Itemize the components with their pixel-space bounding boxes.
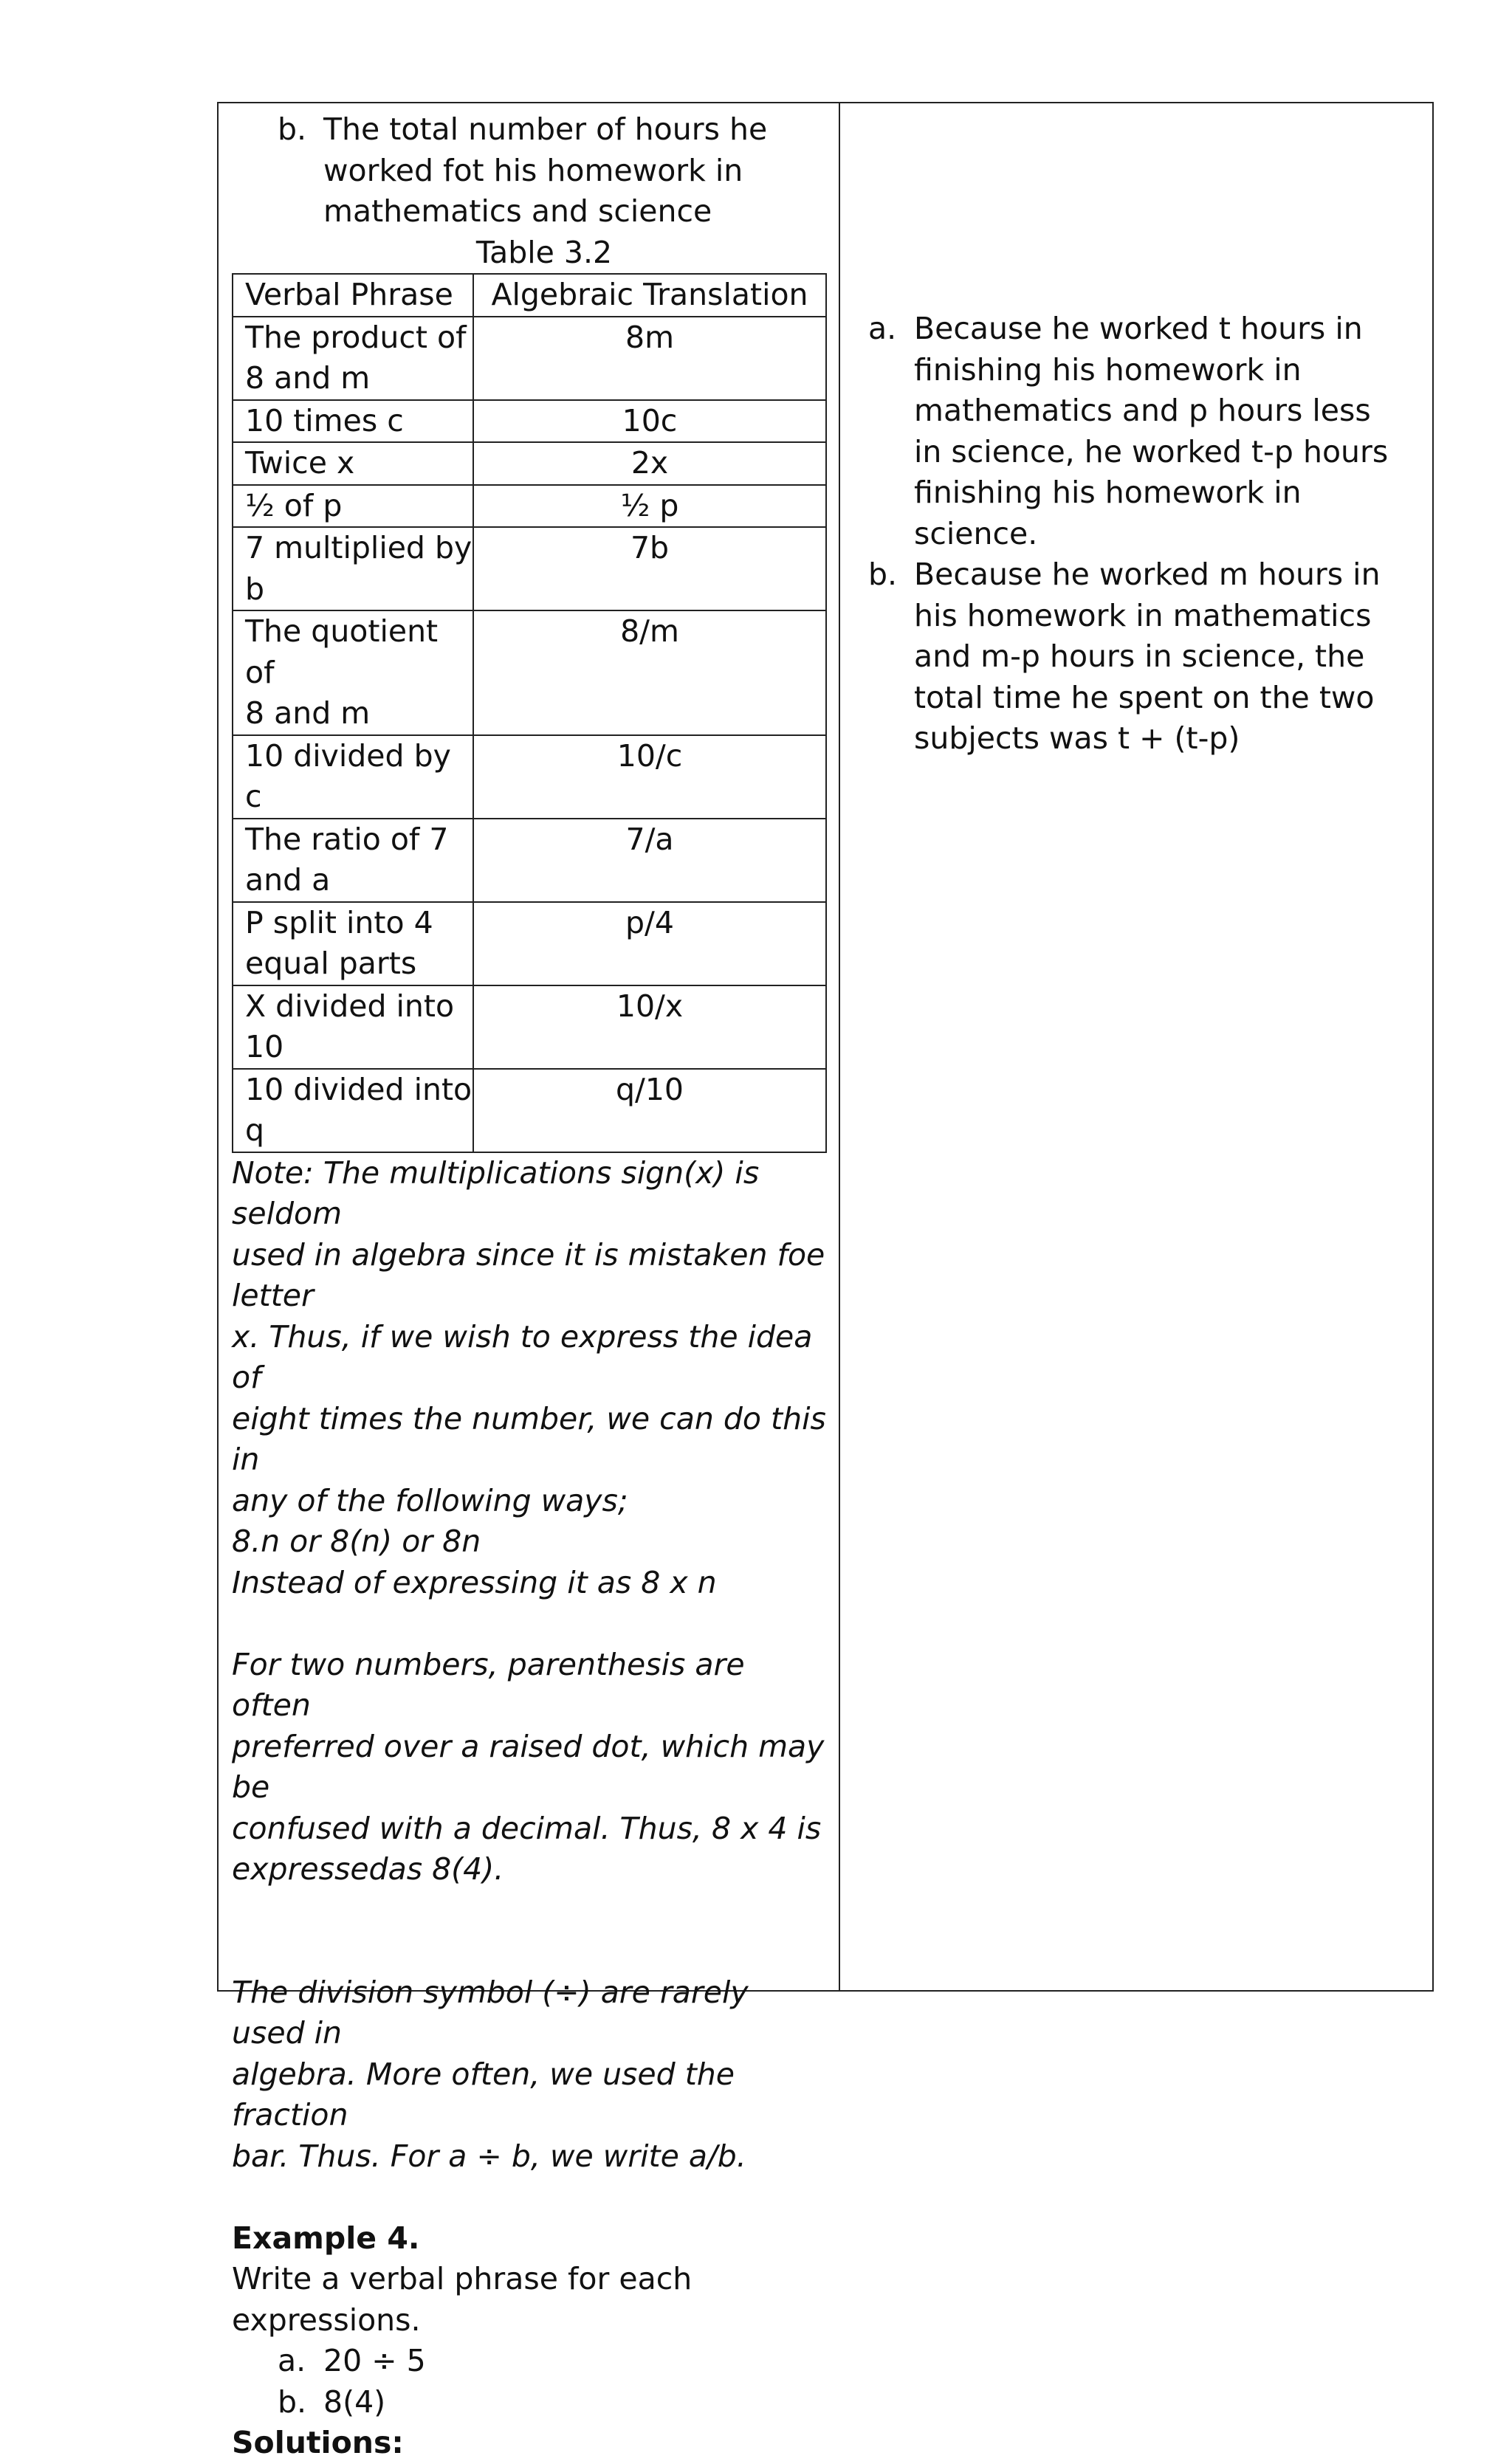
note-block-multiplication — [232, 1153, 827, 1604]
header-algebraic-translation: Algebraic Translation — [473, 274, 826, 317]
intro-item-b — [232, 109, 827, 233]
note-line: bar. Thus. For a ÷ b, we write a/b. — [232, 2138, 746, 2174]
phrase-cell — [233, 819, 473, 902]
note-line: preferred over a raised dot, which may be — [232, 1728, 825, 1805]
phrase-line: The ratio of 7 — [245, 821, 449, 857]
note-line: 8.n or 8(n) or 8n — [232, 1524, 481, 1559]
intro-line: mathematics and science — [323, 193, 712, 229]
phrase-line: The quotient of — [245, 613, 439, 690]
table-row — [233, 485, 826, 528]
table-row — [233, 735, 826, 819]
phrase-line: P split into 4 — [245, 904, 433, 940]
phrase-line: 7 multiplied by — [245, 530, 472, 565]
translation-cell: 7/a — [473, 819, 826, 902]
translation-cell: q/10 — [473, 1069, 826, 1152]
note-line: used in algebra since it is mistaken foe letter — [232, 1236, 825, 1313]
answer-item-a — [853, 309, 1429, 554]
note-line: confused with a decimal. Thus, 8 x 4 is — [232, 1810, 822, 1846]
example-expression: 8(4) — [323, 2384, 386, 2420]
note-line: Note: The multiplications sign(x) is seldom — [232, 1154, 760, 1231]
phrase-line: The product of — [245, 319, 467, 355]
answer-line: total time he spent on the two — [914, 679, 1375, 715]
note-line: For two numbers, parenthesis are often — [232, 1646, 745, 1723]
note-line: Instead of expressing it as 8 x n — [232, 1564, 717, 1600]
example-item — [232, 2382, 827, 2423]
phrase-cell — [233, 317, 473, 400]
list-marker: a. — [278, 2343, 306, 2378]
answer-line: finishing his homework in — [914, 475, 1302, 510]
answer-list — [853, 309, 1429, 760]
table-row — [233, 985, 826, 1069]
translation-cell: ½ p — [473, 485, 826, 528]
table-row — [233, 902, 826, 985]
note-line: expressedas 8(4). — [232, 1851, 504, 1887]
phrase-cell — [233, 985, 473, 1069]
answer-line: mathematics and p hours less — [914, 393, 1371, 428]
answer-line: subjects was t + (t-p) — [914, 720, 1240, 756]
table-row — [233, 317, 826, 400]
list-marker: b. — [278, 2384, 307, 2420]
phrase-line: 10 divided by c — [245, 737, 451, 814]
list-marker: b. — [278, 111, 307, 147]
table-row — [233, 400, 826, 443]
right-column — [853, 309, 1429, 760]
note-line: The division symbol (÷) are rarely used in — [232, 1974, 749, 2051]
translation-cell: p/4 — [473, 902, 826, 985]
answer-line: Because he worked m hours in — [914, 557, 1381, 592]
note-line: x. Thus, if we wish to express the idea of — [232, 1318, 813, 1395]
translation-cell: 8m — [473, 317, 826, 400]
phrase-cell — [233, 1069, 473, 1152]
answer-line: Because he worked t hours in — [914, 311, 1363, 346]
phrase-cell — [233, 902, 473, 985]
list-marker: a. — [868, 311, 897, 346]
phrase-line: 10 times c — [245, 402, 404, 438]
phrase-line: 10 divided into — [245, 1071, 472, 1107]
example-expression: 20 ÷ 5 — [323, 2343, 426, 2378]
phrase-line: ½ of p — [245, 487, 343, 523]
phrase-line: b — [245, 571, 265, 607]
intro-list — [232, 109, 827, 233]
solutions-label: Solutions: — [232, 2425, 404, 2460]
phrase-line: equal parts — [245, 946, 417, 981]
translation-table — [232, 273, 827, 1153]
phrase-cell — [233, 735, 473, 819]
page-frame — [217, 102, 1434, 2460]
table-header-row — [233, 274, 826, 317]
answer-item-b — [853, 554, 1429, 760]
answer-line: in science, he worked t-p hours — [914, 433, 1389, 469]
phrase-line: 10 — [245, 1029, 284, 1064]
column-divider — [839, 103, 840, 1990]
answer-line: his homework in mathematics — [914, 597, 1372, 633]
phrase-line: 8 and m — [245, 695, 371, 731]
translation-cell: 8/m — [473, 610, 826, 735]
note-block-division — [232, 1972, 827, 2178]
example-title: Example 4. — [232, 2220, 420, 2256]
intro-line: The total number of hours he — [323, 111, 768, 147]
answer-line: science. — [914, 515, 1038, 551]
translation-cell: 7b — [473, 527, 826, 610]
phrase-line: and a — [245, 862, 331, 898]
header-verbal-phrase: Verbal Phrase — [233, 274, 473, 317]
table-row — [233, 527, 826, 610]
answer-line: and m-p hours in science, the — [914, 639, 1365, 674]
note-block-parenthesis — [232, 1645, 827, 1890]
table-caption: Table 3.2 — [475, 234, 613, 270]
phrase-line: X divided into — [245, 988, 455, 1024]
table-row — [233, 819, 826, 902]
translation-cell: 10/c — [473, 735, 826, 819]
translation-cell: 10/x — [473, 985, 826, 1069]
example-instruction: Write a verbal phrase for each expressions. — [232, 2261, 693, 2338]
list-marker: b. — [868, 557, 898, 592]
example-list — [232, 2341, 827, 2423]
phrase-line: q — [245, 1112, 265, 1148]
table-row — [233, 442, 826, 485]
phrase-cell — [233, 485, 473, 528]
table-row — [233, 1069, 826, 1152]
example-item — [232, 2341, 827, 2382]
note-line: any of the following ways; — [232, 1482, 628, 1518]
answer-line: finishing his homework in — [914, 351, 1302, 388]
phrase-line: 8 and m — [245, 360, 371, 396]
phrase-cell — [233, 442, 473, 485]
intro-line: worked fot his homework in — [323, 152, 743, 188]
phrase-line: Twice x — [245, 445, 355, 481]
phrase-cell — [233, 527, 473, 610]
note-line: algebra. More often, we used the fraction — [232, 2056, 735, 2133]
table-row — [233, 610, 826, 735]
translation-cell: 2x — [473, 442, 826, 485]
phrase-cell — [233, 610, 473, 735]
left-column — [232, 109, 827, 2464]
phrase-cell — [233, 400, 473, 443]
note-line: eight times the number, we can do this in — [232, 1400, 826, 1477]
translation-cell: 10c — [473, 400, 826, 443]
